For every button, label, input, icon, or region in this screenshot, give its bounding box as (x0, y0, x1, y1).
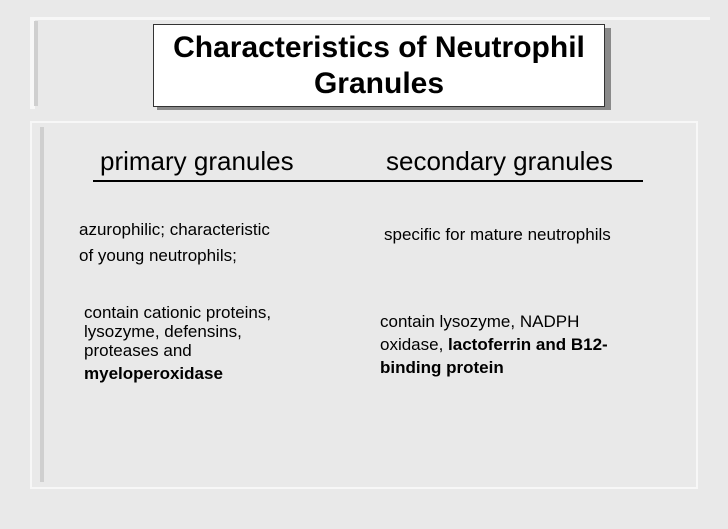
secondary-description (384, 225, 611, 245)
slide-title-line-1: Characteristics of Neutrophil (173, 30, 585, 64)
secondary-contents-line-2-prefix: oxidase, (380, 335, 449, 354)
content-panel-bevel (40, 127, 44, 482)
primary-description-line-1: azurophilic; characteristic (79, 220, 270, 239)
secondary-granules-heading: secondary granules (386, 146, 613, 176)
secondary-description-line-1: specific for mature neutrophils (384, 225, 611, 244)
secondary-contents (380, 310, 608, 379)
title-box (153, 24, 605, 107)
secondary-contents-line-3-bold: binding protein (380, 358, 504, 377)
secondary-contents-line-1: contain lysozyme, NADPH (380, 312, 580, 331)
secondary-contents-line-2 (380, 333, 608, 356)
slide-title-line-2: Granules (313, 66, 445, 100)
secondary-contents-line-2-bold: lactoferrin and B12- (448, 335, 608, 354)
primary-contents-line-3: proteases and (84, 341, 192, 360)
primary-granules-heading: primary granules (100, 146, 294, 176)
primary-description-line-2: of young neutrophils; (79, 246, 237, 265)
primary-contents-bold: myeloperoxidase (84, 364, 223, 383)
primary-contents-line-1: contain cationic proteins, (84, 303, 272, 322)
primary-contents-line-2: lysozyme, defensins, (84, 322, 242, 341)
title-frame-bevel (34, 21, 38, 106)
primary-contents (84, 303, 271, 383)
heading-underline (93, 180, 643, 182)
primary-description (79, 217, 270, 269)
slide-title (169, 30, 589, 102)
